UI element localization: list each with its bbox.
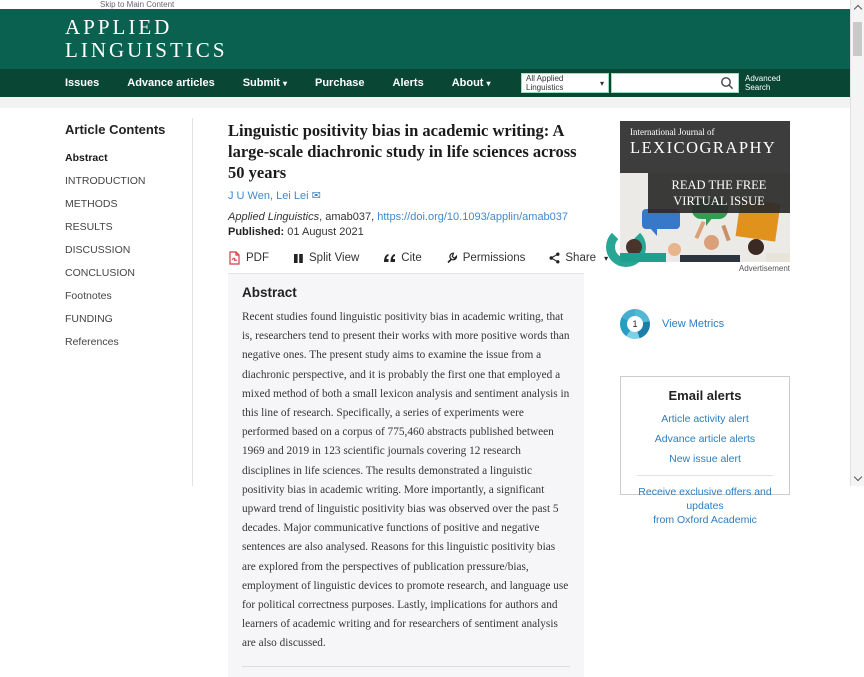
metrics-row [620,309,790,339]
ad-header [620,121,790,173]
search-input[interactable] [613,75,719,91]
doi-link[interactable]: https://doi.org/10.1093/applin/amab037 [377,211,569,223]
sidebar-item-abstract[interactable]: Abstract [65,152,108,164]
sidebar-item-results[interactable]: RESULTS [65,221,113,233]
sidebar-item-footnotes[interactable]: Footnotes [65,290,112,302]
search-icon[interactable] [719,75,735,91]
main-navbar [0,69,850,97]
logo-line-2: LINGUISTICS [65,38,228,62]
search-group [521,73,785,93]
article-title: Linguistic positivity bias in academic writing: A large-scale diachronic study in life sciences across 50 years [228,121,577,182]
pdf-button[interactable]: PDF [228,251,269,265]
pdf-icon [228,251,241,265]
split-view-button[interactable]: Split View [293,252,359,264]
scrollbar-thumb[interactable] [853,22,862,56]
altmetric-count: 1 [627,316,643,332]
sidebar-item-funding[interactable]: FUNDING [65,313,113,325]
abstract-heading: Abstract [242,285,297,300]
nav-item-alerts[interactable]: Alerts [392,77,424,89]
chevron-down-icon: ▾ [604,253,609,263]
nav-item-purchase[interactable]: Purchase [314,77,365,89]
advertisement-label: Advertisement [738,264,790,273]
published-label: Published: [228,226,285,238]
published-date: 01 August 2021 [287,226,364,238]
journal-masthead [0,9,850,69]
scroll-up-arrow-icon[interactable] [854,5,862,13]
ad-journal-subtitle: International Journal of [630,127,715,137]
permissions-button[interactable]: Permissions [446,252,526,264]
published-line [228,226,584,238]
ad-callout-line-2: VIRTUAL ISSUE [673,194,765,208]
clipped-top-link[interactable]: Skip to Main Content [100,0,175,9]
author-link[interactable]: Lei Lei [276,190,309,202]
chevron-down-icon: ▾ [486,79,491,88]
quote-icon [383,253,396,263]
logo-line-1: APPLIED [65,15,173,39]
ad-callout [648,173,790,213]
advertisement-banner[interactable] [620,121,790,262]
chevron-down-icon: ▾ [599,78,604,88]
new-issue-alert-link[interactable]: New issue alert [669,453,741,465]
email-envelope-icon[interactable]: ✉ [311,190,321,202]
email-alerts-box [620,376,790,526]
email-alerts-title: Email alerts [668,388,742,403]
ad-photo [620,213,790,262]
advanced-search-link[interactable]: Advanced Search [745,74,781,92]
sidebar-item-conclusion[interactable]: CONCLUSION [65,267,136,279]
author-line: J U Wen, Lei Lei ✉ [228,190,321,202]
header-divider-strip [0,97,850,108]
search-scope-dropdown[interactable]: All Applied Linguistics ▾ [521,73,609,93]
sidebar-item-methods[interactable]: METHODS [65,198,118,210]
right-rail [620,121,790,526]
vertical-scrollbar[interactable] [850,0,864,486]
split-view-icon [293,253,304,264]
share-button[interactable]: Share ▾ [549,252,608,264]
chevron-down-icon: ▾ [282,79,287,88]
ad-journal-title: LEXICOGRAPHY [630,138,777,157]
scroll-down-arrow-icon[interactable] [854,473,862,481]
wrench-icon [446,252,458,264]
abstract-bottom-divider [242,666,570,667]
nav-item-about[interactable]: About ▾ [451,77,491,89]
search-box [611,73,739,93]
author-link[interactable]: J U Wen [228,190,270,202]
abstract-section [228,274,584,677]
nav-item-submit[interactable]: Submit ▾ [242,77,287,89]
article-contents-title: Article Contents [65,122,166,137]
sidebar-divider [192,118,193,486]
journal-name: Applied Linguistics [228,211,320,223]
sidebar-item-discussion[interactable]: DISCUSSION [65,244,131,256]
ad-callout-line-1: READ THE FREE [671,178,767,192]
advance-article-alerts-link[interactable]: Advance article alerts [654,433,756,445]
oxford-offers-link[interactable]: Receive exclusive offers and updates from Oxford Academic [638,486,772,526]
abstract-text: Recent studies found linguistic positivity bias in academic writing, that is, researchers tend to present their works with more positive words than negative ones. The present study aims to examine the issue from a diachronic perspective, and it is probably the first one that employed a mixed method of both a small lexicon analysis and sentiment analysis in this line of research. Specifically, a series of experiments were performed based on a corpus of 775,460 abstracts published between 1969 and 2019 in 123 scientific journals covering 12 research disciplines in life sciences. The results demonstrated a linguistic positivity bias in academic writing. More importantly, a significant upward trend of linguistic positivity bias was observed over the past 5 decades. Major communicative functions of positive and negative sentences are also analysed. Reasons for this linguistic positivity bias are explored from the perspectives of publication pressure/bias, employment of linguistic devices to promote research, and language use for political correctness purposes. Lastly, implications for authors and learners of academic writing and for researchers of sentiment analysis are also discussed. [242,311,570,650]
article-main [228,120,609,677]
nav-item-advance-articles[interactable]: Advance articles [127,77,215,89]
article-contents-sidebar [65,122,185,358]
sidebar-item-introduction[interactable]: INTRODUCTION [65,175,146,187]
article-toolbar [228,251,609,265]
journal-logo[interactable] [65,16,228,62]
nav-item-issues[interactable]: Issues [65,77,100,89]
alerts-divider [637,475,773,476]
altmetric-badge[interactable] [620,309,650,339]
journal-citation-line: Applied Linguistics, amab037, https://doi.org/10.1093/applin/amab037 [228,211,569,223]
view-metrics-link[interactable]: View Metrics [662,318,725,330]
article-activity-alert-link[interactable]: Article activity alert [661,413,749,425]
sidebar-item-references[interactable]: References [65,336,119,348]
share-icon [549,252,560,264]
cite-button[interactable]: Cite [383,252,421,264]
